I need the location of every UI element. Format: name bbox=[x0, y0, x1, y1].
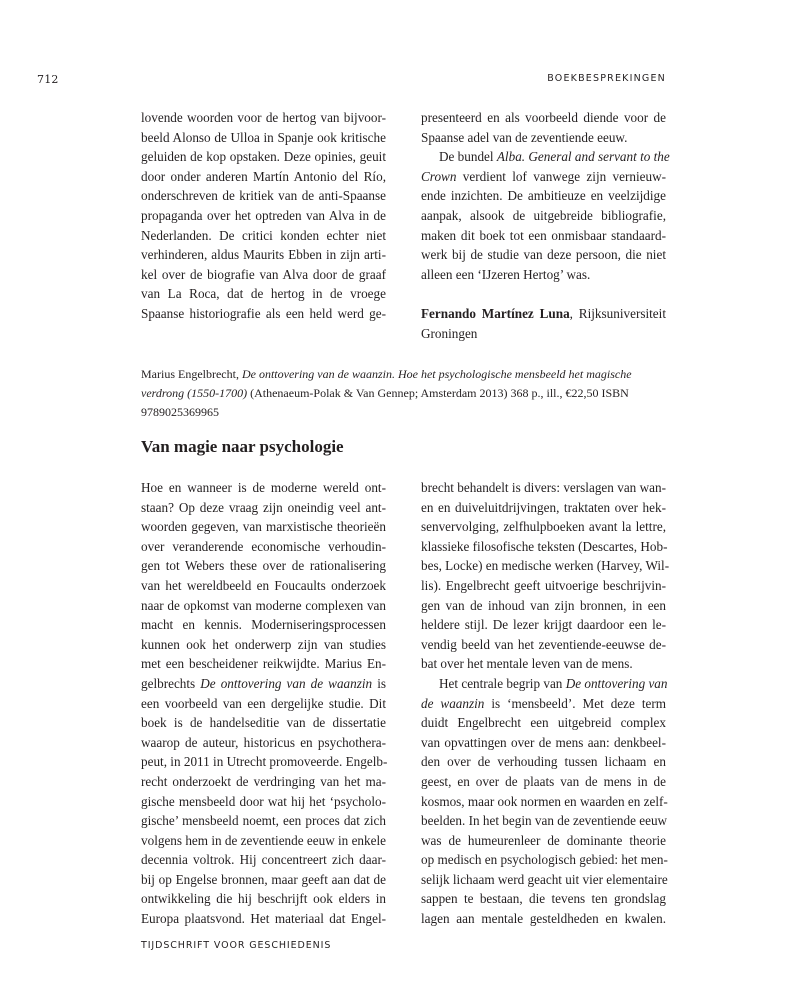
running-head: BOEKBESPREKINGEN bbox=[547, 73, 666, 84]
text-line: propaganda over het optreden van Alva in de bbox=[141, 207, 386, 223]
journal-footer: TIJDSCHRIFT VOOR GESCHIEDENIS bbox=[141, 940, 332, 951]
text-line: gische mensbeeld door wat hij het ‘psycholo- bbox=[141, 793, 386, 809]
text-line: ontwikkeling die hij beschrijft ook elders in bbox=[141, 891, 386, 907]
book-citation bbox=[141, 365, 667, 422]
text-line: senvervolging, zelfhulpboeken avant la lettre, bbox=[421, 519, 666, 535]
text-line: duidt Engelbrecht een uitgebreid complex bbox=[421, 715, 666, 731]
text-line: met een bescheidener reikwijdte. Marius En- bbox=[141, 656, 386, 672]
book-author: Marius Engelbrecht, bbox=[141, 367, 242, 381]
paragraph bbox=[141, 478, 386, 929]
text-line: beeld Alonso de Ulloa in Spanje ook kritische bbox=[141, 129, 386, 145]
paragraph bbox=[421, 108, 666, 147]
text-line: gelbrechts De onttovering van de waanzin is bbox=[141, 675, 386, 691]
book-isbn: 9789025369965 bbox=[141, 405, 219, 419]
text-line: Groningen bbox=[421, 325, 478, 341]
text-line: De bundel Alba. General and servant to the bbox=[439, 149, 670, 165]
paragraph bbox=[421, 478, 670, 674]
text-line: Spaanse adel van de zeventiende eeuw. bbox=[421, 129, 628, 145]
text-line: waarop de auteur, historicus en psychothera- bbox=[141, 734, 386, 750]
previous-review-left-column bbox=[141, 108, 386, 324]
text-line: presenteerd en als voorbeeld diende voor de bbox=[421, 110, 666, 125]
reviewer-affiliation: , Rijksuniversiteit bbox=[569, 305, 666, 321]
text-line: Nederlanden. De critici konden echter niet bbox=[141, 227, 386, 243]
text-line: brecht behandelt is divers: verslagen van wan- bbox=[421, 480, 666, 495]
text-line bbox=[141, 384, 667, 403]
text-line: kel over de biografie van Alva door de graaf bbox=[141, 266, 386, 282]
text-line: bat over het mentale leven van de mens. bbox=[421, 656, 633, 672]
text-line: gen van de inhoud van zijn bronnen, in een bbox=[421, 597, 666, 613]
text-line: den over de verhouding tussen lichaam en bbox=[421, 754, 666, 770]
text-line: Het centrale begrip van De onttovering van bbox=[439, 675, 668, 691]
text-line: was de humeurenleer de dominante theorie bbox=[421, 832, 666, 848]
text-line: over veranderende economische verhoudin- bbox=[141, 538, 386, 554]
book-title-italic: de waanzin bbox=[421, 695, 485, 711]
text-line: door onder anderen Martín Antonio del Río, bbox=[141, 168, 386, 184]
text-line: macht en kennis. Moderniseringsprocessen bbox=[141, 617, 386, 633]
previous-review-right-column bbox=[421, 108, 670, 343]
book-details: (Athenaeum-Polak & Van Gennep; Amsterdam 2013) 368 p., ill., €22,50 ISBN bbox=[247, 386, 629, 400]
text-line: lagen aan mentale gesteldheden en kwalen. bbox=[421, 911, 666, 927]
text-line: werk bij de studie van deze persoon, die niet bbox=[421, 247, 666, 263]
text-line: beelden. In het begin van de zeventiende eeuw bbox=[421, 813, 668, 829]
book-title-italic: De onttovering van de waanzin bbox=[200, 675, 373, 691]
reviewer-signature bbox=[421, 304, 666, 343]
text-line: peut, in 2011 in Utrecht promoveerde. Engelb- bbox=[141, 754, 388, 770]
text-line bbox=[421, 304, 666, 324]
text-line: een voorbeeld van een dergelijke studie. Dit bbox=[141, 695, 386, 711]
text-line: geest, en over de plaats van de mens in de bbox=[421, 773, 666, 789]
text-line: gische’ mensbeeld noemt, een proces dat zich bbox=[141, 813, 386, 829]
text-line: gen tot Webers these over de rationalisering bbox=[141, 558, 386, 574]
book-title-italic: Crown bbox=[421, 168, 457, 184]
text-line: bij op Engelse bronnen, maar geeft aan dat de bbox=[141, 871, 386, 887]
text-line: kosmos, maar ook normen en waarden en zelf- bbox=[421, 793, 668, 809]
text-line: op medisch en psychologisch gebied: het men- bbox=[421, 852, 668, 868]
text-line: van het wereldbeeld en Foucaults onderzoek bbox=[141, 577, 386, 593]
text-line: de waanzin is ‘mensbeeld’. Met deze term bbox=[421, 695, 666, 711]
text-line: woorden gegeven, van marxistische theorieën bbox=[141, 519, 386, 535]
text-line: verhinderen, aldus Maurits Ebben in zijn arti- bbox=[141, 247, 386, 263]
text-line: heldere stijl. De lezer krijgt daardoor een le- bbox=[421, 617, 666, 633]
text-line: ende inzichten. De ambitieuze en veelzijdige bbox=[421, 188, 666, 204]
text-line: en en duiveluitdrijvingen, traktaten over hek- bbox=[421, 499, 666, 515]
text-line: van opvattingen over de mens aan: denkbeel- bbox=[421, 734, 666, 750]
text-line: bes, Locke) en medische werken (Harvey, Wil- bbox=[421, 558, 670, 574]
text-line: Europa plaatsvond. Het materiaal dat Engel- bbox=[141, 911, 386, 927]
reviewer-name: Fernando Martínez Luna bbox=[421, 305, 570, 321]
text-line: Spaanse historiografie als een held werd ge- bbox=[141, 305, 386, 321]
text-line: decennia voltrok. Hij concentreert zich daar- bbox=[141, 852, 386, 868]
text-line: aanpak, alsook de uitgebreide bibliografie, bbox=[421, 207, 666, 223]
text-line: klassieke filosofische teksten (Descartes, Hob- bbox=[421, 538, 668, 554]
text-line: Crown verdient lof vanwege zijn vernieuw- bbox=[421, 168, 666, 184]
paragraph bbox=[421, 147, 670, 284]
text-line: boek is de handelseditie van de dissertatie bbox=[141, 715, 386, 731]
text-line: vendig beeld van het zeventiende-eeuwse de- bbox=[421, 636, 666, 652]
paragraph bbox=[141, 108, 386, 324]
page-number: 712 bbox=[37, 73, 59, 86]
text-line: naar de opkomst van moderne complexen van bbox=[141, 597, 386, 613]
text-line: staan? Op deze vraag zijn oneindig veel ant- bbox=[141, 499, 386, 515]
text-line bbox=[141, 365, 667, 384]
review-left-column bbox=[141, 478, 386, 929]
text-line: maken dit boek tot een onmisbaar standaard- bbox=[421, 227, 666, 243]
text-line: lis). Engelbrecht geeft uitvoerige beschrijvin- bbox=[421, 577, 666, 593]
paragraph bbox=[421, 674, 666, 929]
text-line: alleen een ‘IJzeren Hertog’ was. bbox=[421, 266, 591, 282]
book-title: verdrong (1550-1700) bbox=[141, 386, 248, 400]
text-line: geluiden de kop opstaken. Deze opinies, geuit bbox=[141, 149, 386, 165]
book-title-italic: De onttovering van bbox=[565, 675, 668, 691]
text-line: recht onderzoekt de verdringing van het ma- bbox=[141, 773, 386, 789]
book-title: De onttovering van de waanzin. Hoe het psychologische mensbeeld het magische bbox=[241, 367, 632, 381]
text-line: selijk lichaam werd geacht uit vier elementaire bbox=[421, 871, 668, 887]
text-line: onderschreven de kritiek van de anti-Spaanse bbox=[141, 188, 386, 204]
text-line: lovende woorden voor de hertog van bijvoor- bbox=[141, 110, 386, 125]
text-line: sappen te bestaan, die tevens ten grondslag bbox=[421, 891, 666, 907]
text-line: van La Roca, dat de hertog in de vroege bbox=[141, 286, 386, 302]
text-line: Hoe en wanneer is de moderne wereld ont- bbox=[141, 480, 386, 495]
review-right-column bbox=[421, 478, 670, 929]
book-title-italic: Alba. General and servant to the bbox=[496, 149, 670, 165]
text-line: volgens hem in de zeventiende eeuw in enkele bbox=[141, 832, 386, 848]
text-line: kunnen ook het onderwerp zijn van studies bbox=[141, 636, 386, 652]
review-title: Van magie naar psychologie bbox=[141, 437, 344, 456]
